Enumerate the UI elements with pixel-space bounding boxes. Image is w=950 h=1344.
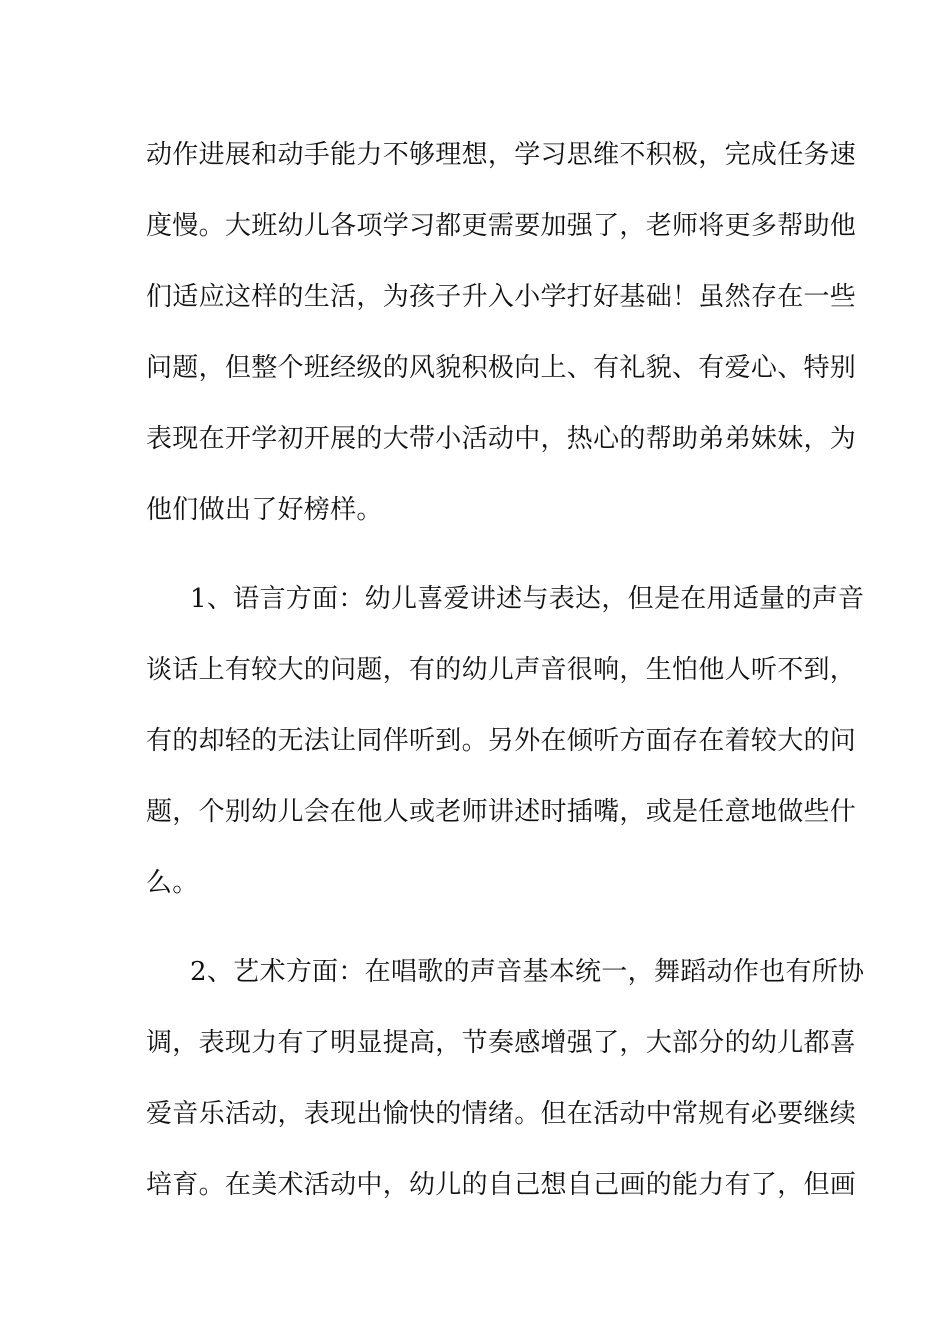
text-line: 度慢。大班幼儿各项学习都更需要加强了，老师将更多帮助他 xyxy=(146,211,857,241)
text-line: 他们做出了好榜样。 xyxy=(146,495,383,525)
text-line: 爱音乐活动，表现出愉快的情绪。但在活动中常规有必要继续 xyxy=(146,1099,857,1129)
text-line: 们适应这样的生活，为孩子升入小学打好基础！虽然存在一些 xyxy=(146,282,857,312)
paragraph-first-line: 2、艺术方面：在唱歌的声音基本统一，舞蹈动作也有所协 xyxy=(190,957,865,987)
text-line: 有的却轻的无法让同伴听到。另外在倾听方面存在着较大的问 xyxy=(146,726,857,756)
text-line: 题，个别幼儿会在他人或老师讲述时插嘴，或是任意地做些什 xyxy=(146,797,857,827)
text-line: 问题，但整个班经级的风貌积极向上、有礼貌、有爱心、特别 xyxy=(146,353,857,383)
text-line: 培育。在美术活动中，幼儿的自己想自己画的能力有了，但画 xyxy=(146,1170,857,1200)
text-line: 动作进展和动手能力不够理想，学习思维不积极，完成任务速 xyxy=(146,140,857,170)
text-line: 么。 xyxy=(146,868,199,898)
text-line: 表现在开学初开展的大带小活动中，热心的帮助弟弟妹妹，为 xyxy=(146,424,857,454)
paragraph-first-line: 1、语言方面：幼儿喜爱讲述与表达，但是在用适量的声音 xyxy=(190,584,865,614)
text-line: 调，表现力有了明显提高，节奏感增强了，大部分的幼儿都喜 xyxy=(146,1028,857,1058)
text-line: 谈话上有较大的问题，有的幼儿声音很响，生怕他人听不到， xyxy=(146,655,857,685)
